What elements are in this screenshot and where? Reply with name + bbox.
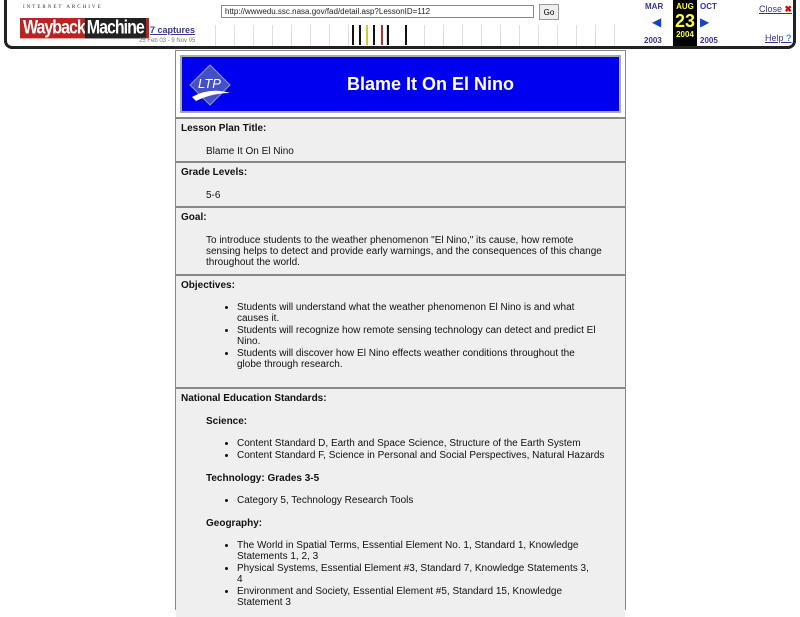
wayback-toolbar [4,0,796,49]
capture-bar[interactable] [352,25,354,45]
current-month: AUG [676,2,694,11]
next-arrow-icon[interactable]: ▶ [700,15,710,29]
next-month[interactable]: OCT [700,2,717,11]
current-day: 23 [674,11,696,31]
section-label: Goal: [181,212,207,223]
subsection-label: Geography: [206,518,263,529]
capture-timeline[interactable] [215,25,615,46]
list-item: • Physical Systems, Essential Element #3, Standard 7, Knowledge Statements 3, 4 [237,563,590,585]
help-label: Help [765,33,784,43]
grade-value: 5-6 [206,190,221,201]
help-link[interactable] [765,33,792,43]
prev-year[interactable]: 2003 [644,36,662,45]
capture-bar[interactable] [381,25,383,45]
list-item: • Students will recognize how remote sensing technology can detect and predict El Nino. [237,325,600,347]
current-year: 2004 [676,30,694,39]
list-item: • The World in Spatial Terms, Essential Element No. 1, Standard 1, Knowledge Statements 1, 2, 3 [237,540,590,562]
list-item: • Content Standard D, Earth and Space Science, Structure of the Earth System [237,438,620,449]
close-link[interactable] [759,4,792,15]
section-label: Lesson Plan Title: [181,123,267,134]
list-item: • Category 5, Technology Research Tools [237,495,620,506]
lesson-title-value: Blame It On El Nino [206,146,294,157]
prev-arrow-icon[interactable]: ◀ [652,15,662,29]
url-input[interactable] [221,5,534,18]
list-item: • Students will understand what the weather phenomenon El Nino is and what causes it. [237,302,600,324]
list-item: • Content Standard F, Science in Personal and Social Perspectives, Natural Hazards [237,450,620,461]
go-button[interactable]: Go [539,4,559,20]
goal-section [176,206,625,274]
next-year[interactable]: 2005 [700,36,718,45]
section-label: Objectives: [181,280,235,291]
close-icon[interactable]: ✖ [784,4,793,14]
section-label: Grade Levels: [181,167,248,178]
help-icon[interactable]: ? [786,33,792,43]
current-date [673,0,697,46]
page-header [180,55,621,113]
capture-bar[interactable] [366,25,368,45]
subsection-label: Technology: Grades 3-5 [206,473,320,484]
lesson-page [175,50,626,610]
close-label: Close [759,4,783,14]
internet-archive-label: INTERNET ARCHIVE [23,5,103,10]
capture-bar[interactable] [359,25,361,45]
list-item: • Environment and Society, Essential Element #5, Standard 15, Knowledge Statement 3 [237,586,590,608]
prev-month[interactable]: MAR [645,2,664,11]
list-item: • Students will discover how El Nino effects weather conditions throughout the globe through research. [237,348,600,370]
standards-section [176,387,625,617]
capture-bar[interactable] [373,25,375,45]
logo-part: Wayback [23,18,85,39]
lesson-title-section [176,117,625,161]
goal-value: To introduce students to the weather phenomenon "El Nino," its cause, how remote sensing helps to detect and provide early warnings, and the consequences of this change throughout the world. [206,235,602,268]
objectives-section [176,274,625,387]
subsection-label: Science: [206,416,248,427]
capture-bar[interactable] [387,25,389,45]
grade-section [176,161,625,206]
logo-part: Machine [86,18,144,39]
svg-text:LTP: LTP [198,76,221,91]
capture-bar[interactable] [405,25,407,45]
capture-range: 25 Feb 03 - 9 Nov 05 [139,38,196,44]
section-label: National Education Standards: [181,393,327,404]
wayback-logo[interactable] [20,18,149,38]
page-title: Blame It On El Nino [346,74,515,94]
captures-link[interactable]: 7 captures [150,25,196,35]
